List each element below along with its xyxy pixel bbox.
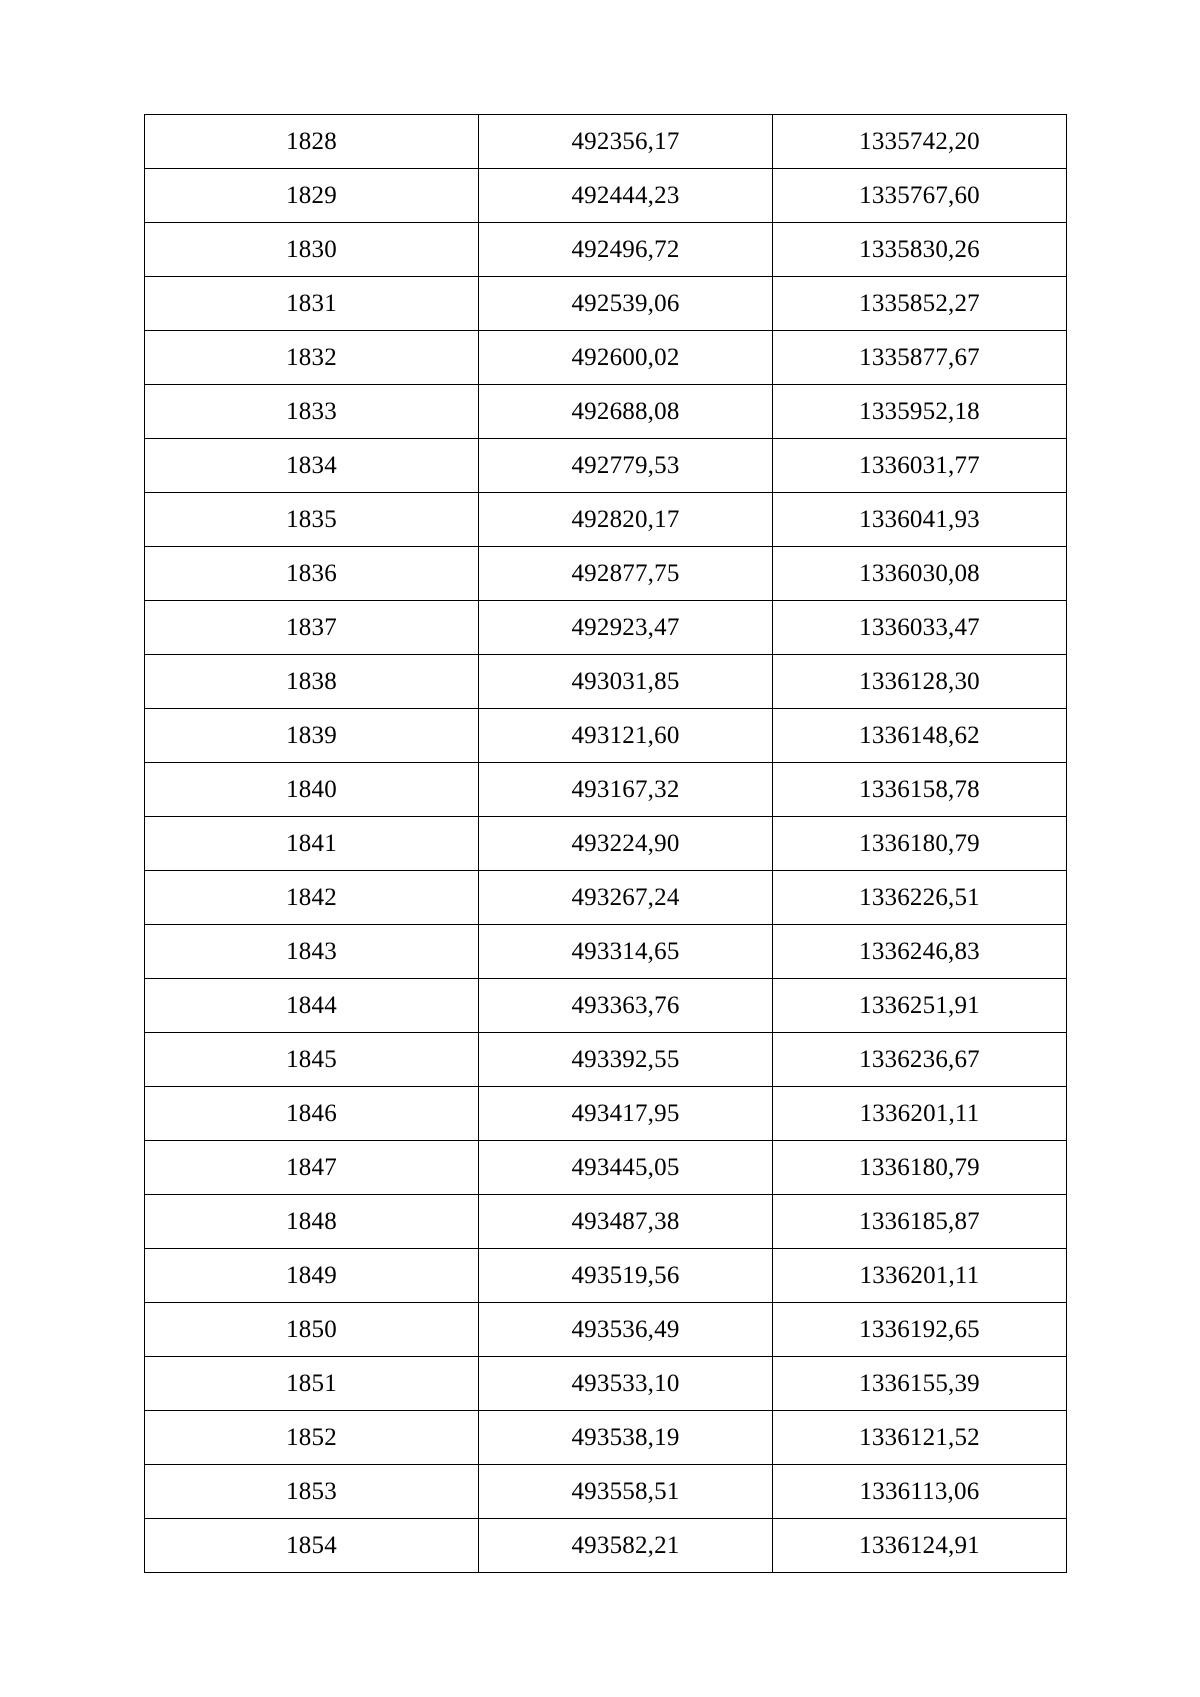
table-row [145,547,1067,601]
table-row [145,1519,1067,1573]
y-coordinate-cell: 1336148,62 [773,709,1067,763]
x-coordinate-cell: 493582,21 [479,1519,773,1573]
y-coordinate-cell: 1335742,20 [773,115,1067,169]
table-row [145,1357,1067,1411]
table-row [145,1087,1067,1141]
y-coordinate-cell: 1336192,65 [773,1303,1067,1357]
point-number-cell: 1846 [145,1087,479,1141]
x-coordinate-cell: 492539,06 [479,277,773,331]
table-row [145,1303,1067,1357]
point-number-cell: 1832 [145,331,479,385]
x-coordinate-cell: 493538,19 [479,1411,773,1465]
x-coordinate-cell: 492923,47 [479,601,773,655]
table-row [145,655,1067,709]
x-coordinate-cell: 493392,55 [479,1033,773,1087]
x-coordinate-cell: 492688,08 [479,385,773,439]
point-number-cell: 1851 [145,1357,479,1411]
coordinates-table [144,114,1067,1573]
x-coordinate-cell: 492600,02 [479,331,773,385]
table-row [145,817,1067,871]
y-coordinate-cell: 1336121,52 [773,1411,1067,1465]
point-number-cell: 1848 [145,1195,479,1249]
point-number-cell: 1835 [145,493,479,547]
point-number-cell: 1833 [145,385,479,439]
x-coordinate-cell: 492356,17 [479,115,773,169]
table-row [145,493,1067,547]
y-coordinate-cell: 1335952,18 [773,385,1067,439]
y-coordinate-cell: 1336180,79 [773,1141,1067,1195]
point-number-cell: 1854 [145,1519,479,1573]
table-row [145,1411,1067,1465]
point-number-cell: 1834 [145,439,479,493]
table-row [145,601,1067,655]
y-coordinate-cell: 1336201,11 [773,1249,1067,1303]
y-coordinate-cell: 1336128,30 [773,655,1067,709]
y-coordinate-cell: 1335877,67 [773,331,1067,385]
y-coordinate-cell: 1336180,79 [773,817,1067,871]
x-coordinate-cell: 493314,65 [479,925,773,979]
point-number-cell: 1837 [145,601,479,655]
table-row [145,1141,1067,1195]
point-number-cell: 1847 [145,1141,479,1195]
x-coordinate-cell: 492820,17 [479,493,773,547]
point-number-cell: 1853 [145,1465,479,1519]
y-coordinate-cell: 1336113,06 [773,1465,1067,1519]
x-coordinate-cell: 493558,51 [479,1465,773,1519]
table-row [145,1249,1067,1303]
y-coordinate-cell: 1335767,60 [773,169,1067,223]
point-number-cell: 1829 [145,169,479,223]
y-coordinate-cell: 1335830,26 [773,223,1067,277]
point-number-cell: 1840 [145,763,479,817]
x-coordinate-cell: 493363,76 [479,979,773,1033]
table-row [145,763,1067,817]
table-row [145,439,1067,493]
table-row [145,709,1067,763]
table-row [145,169,1067,223]
point-number-cell: 1845 [145,1033,479,1087]
y-coordinate-cell: 1336033,47 [773,601,1067,655]
x-coordinate-cell: 492444,23 [479,169,773,223]
table-row [145,223,1067,277]
y-coordinate-cell: 1335852,27 [773,277,1067,331]
x-coordinate-cell: 493121,60 [479,709,773,763]
table-row [145,331,1067,385]
y-coordinate-cell: 1336030,08 [773,547,1067,601]
y-coordinate-cell: 1336251,91 [773,979,1067,1033]
y-coordinate-cell: 1336201,11 [773,1087,1067,1141]
point-number-cell: 1838 [145,655,479,709]
x-coordinate-cell: 492779,53 [479,439,773,493]
point-number-cell: 1836 [145,547,479,601]
point-number-cell: 1842 [145,871,479,925]
point-number-cell: 1850 [145,1303,479,1357]
table-row [145,277,1067,331]
y-coordinate-cell: 1336185,87 [773,1195,1067,1249]
x-coordinate-cell: 493224,90 [479,817,773,871]
point-number-cell: 1831 [145,277,479,331]
y-coordinate-cell: 1336158,78 [773,763,1067,817]
y-coordinate-cell: 1336226,51 [773,871,1067,925]
table-row [145,871,1067,925]
point-number-cell: 1852 [145,1411,479,1465]
x-coordinate-cell: 493031,85 [479,655,773,709]
y-coordinate-cell: 1336155,39 [773,1357,1067,1411]
x-coordinate-cell: 493167,32 [479,763,773,817]
table-row [145,979,1067,1033]
point-number-cell: 1849 [145,1249,479,1303]
coordinates-table-body [145,115,1067,1573]
x-coordinate-cell: 492877,75 [479,547,773,601]
table-row [145,1195,1067,1249]
x-coordinate-cell: 493445,05 [479,1141,773,1195]
y-coordinate-cell: 1336236,67 [773,1033,1067,1087]
table-row [145,385,1067,439]
point-number-cell: 1830 [145,223,479,277]
x-coordinate-cell: 493267,24 [479,871,773,925]
x-coordinate-cell: 493533,10 [479,1357,773,1411]
y-coordinate-cell: 1336041,93 [773,493,1067,547]
point-number-cell: 1839 [145,709,479,763]
point-number-cell: 1841 [145,817,479,871]
y-coordinate-cell: 1336246,83 [773,925,1067,979]
table-row [145,1033,1067,1087]
x-coordinate-cell: 492496,72 [479,223,773,277]
table-row [145,925,1067,979]
x-coordinate-cell: 493519,56 [479,1249,773,1303]
x-coordinate-cell: 493536,49 [479,1303,773,1357]
point-number-cell: 1844 [145,979,479,1033]
point-number-cell: 1828 [145,115,479,169]
y-coordinate-cell: 1336031,77 [773,439,1067,493]
table-row [145,1465,1067,1519]
table-row [145,115,1067,169]
point-number-cell: 1843 [145,925,479,979]
y-coordinate-cell: 1336124,91 [773,1519,1067,1573]
x-coordinate-cell: 493487,38 [479,1195,773,1249]
x-coordinate-cell: 493417,95 [479,1087,773,1141]
